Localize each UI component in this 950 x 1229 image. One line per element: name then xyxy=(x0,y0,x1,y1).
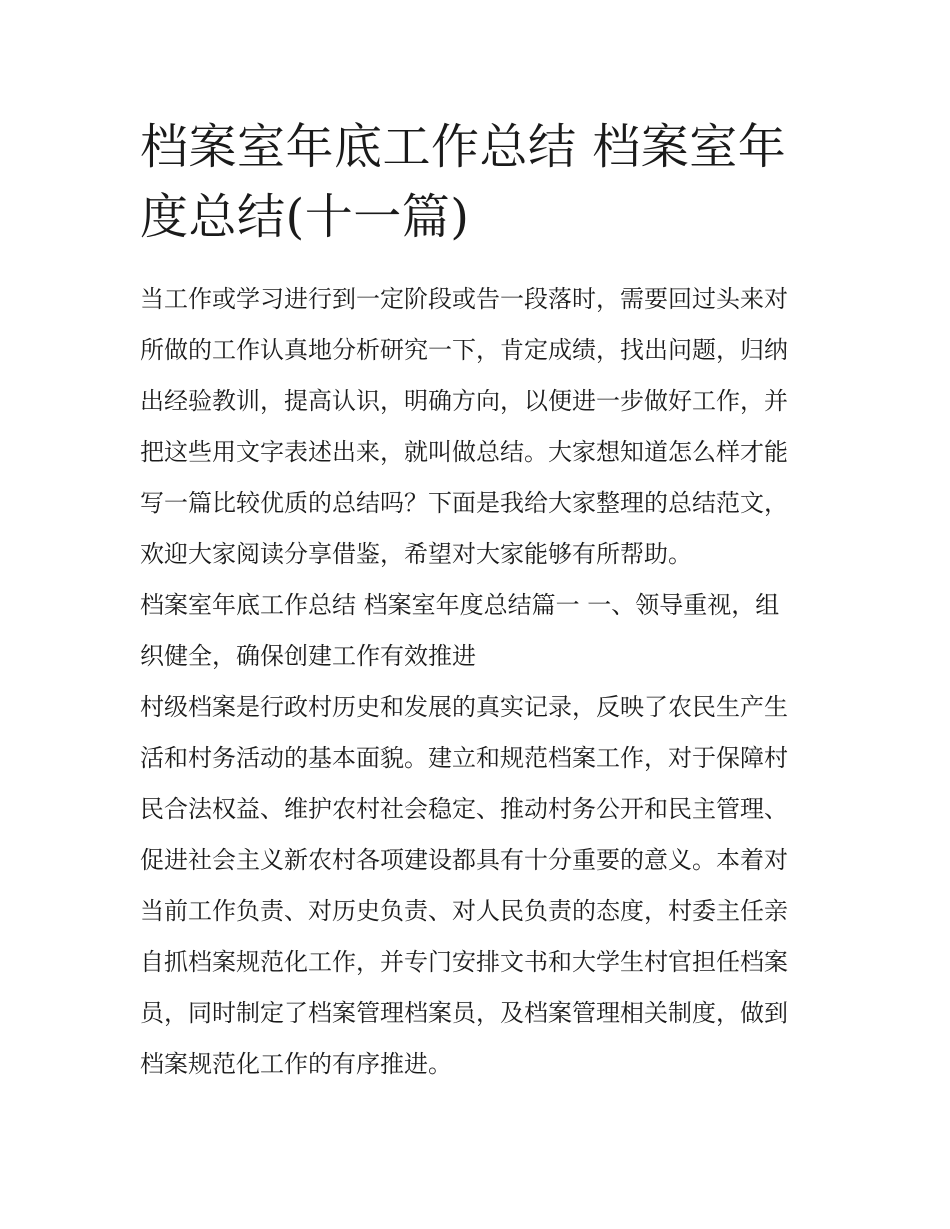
section-heading-line: 档案室年底工作总结 档案室年度总结篇一 一、领导重视，组 xyxy=(140,591,780,619)
title-line: 度总结(十一篇) xyxy=(140,189,470,245)
body-line: 当前工作负责、对历史负责、对人民负责的态度，村委主任亲 xyxy=(140,897,788,925)
intro-line: 写一篇比较优质的总结吗？下面是我给大家整理的总结范文， xyxy=(140,489,788,517)
document-title xyxy=(140,112,812,252)
body-paragraph xyxy=(140,682,812,1090)
intro-line: 欢迎大家阅读分享借鉴，希望对大家能够有所帮助。 xyxy=(140,540,692,568)
intro-line: 当工作或学习进行到一定阶段或告一段落时，需要回过头来对 xyxy=(140,285,788,313)
body-line: 档案规范化工作的有序推进。 xyxy=(140,1050,452,1078)
section-heading-line: 织健全，确保创建工作有效推进 xyxy=(140,642,476,670)
body-line: 活和村务活动的基本面貌。建立和规范档案工作，对于保障村 xyxy=(140,744,788,772)
document-body xyxy=(140,274,812,1090)
body-line: 民合法权益、维护农村社会稳定、推动村务公开和民主管理、 xyxy=(140,795,788,823)
intro-paragraph xyxy=(140,274,812,580)
body-line: 促进社会主义新农村各项建设都具有十分重要的意义。本着对 xyxy=(140,846,788,874)
intro-line: 出经验教训，提高认识，明确方向，以便进一步做好工作，并 xyxy=(140,387,788,415)
body-line: 村级档案是行政村历史和发展的真实记录，反映了农民生产生 xyxy=(140,693,788,721)
body-line: 自抓档案规范化工作，并专门安排文书和大学生村官担任档案 xyxy=(140,948,788,976)
body-line: 员，同时制定了档案管理档案员，及档案管理相关制度，做到 xyxy=(140,999,788,1027)
document-page xyxy=(140,112,812,1090)
intro-line: 把这些用文字表述出来，就叫做总结。大家想知道怎么样才能 xyxy=(140,438,788,466)
section-heading xyxy=(140,580,812,682)
intro-line: 所做的工作认真地分析研究一下，肯定成绩，找出问题，归纳 xyxy=(140,336,788,364)
title-line: 档案室年底工作总结 档案室年 xyxy=(140,119,787,175)
